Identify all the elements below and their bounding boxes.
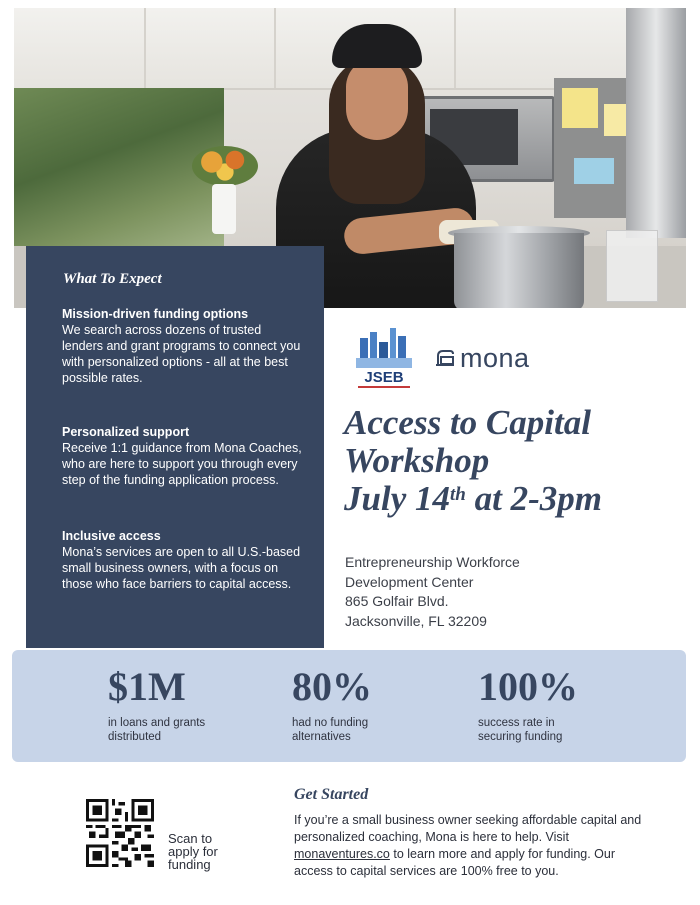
flower-bouquet (192, 146, 258, 186)
stat-success-rate (478, 664, 578, 744)
get-started-text: If you’re a small business owner seeking affordable capital and personalized coaching, Mona is here to help. Visit monaventures.co to learn more and apply for funding. Our access to capital services are 100% free to you. (294, 813, 642, 878)
event-title (344, 404, 684, 518)
mona-logo-icon (434, 348, 456, 368)
stat-caption: success rate in securing funding (478, 717, 563, 743)
qr-code[interactable] (86, 799, 154, 867)
get-started-heading: Get Started (294, 786, 369, 803)
cooking-pot (454, 233, 584, 308)
stat-value: $1M (108, 664, 186, 709)
panel-heading: What To Expect (63, 271, 162, 287)
section-title: Personalized support (62, 425, 190, 439)
address-line: Development Center (345, 573, 474, 590)
section-personalized-support (62, 424, 302, 488)
section-text: We search across dozens of trusted lenders and grant programs to connect you with personalized options - all at the best possible rates. (62, 323, 301, 385)
stat-value: 100% (478, 664, 578, 709)
venue-address (345, 553, 520, 631)
title-line-1: Access to Capital (344, 403, 591, 442)
section-text: Receive 1:1 guidance from Mona Coaches, who are here to support you through every step of the funding application process. (62, 441, 302, 487)
date: July 14 (344, 479, 450, 518)
mona-logo-text: mona (460, 342, 530, 373)
website-link[interactable]: monaventures.co (294, 847, 390, 861)
date-suffix: th (449, 484, 466, 505)
jseb-logo-text: JSEB (364, 369, 404, 386)
qr-label: Scan to apply for funding (168, 831, 218, 872)
stat-loans (108, 664, 205, 744)
section-title: Mission-driven funding options (62, 307, 249, 321)
jseb-logo (352, 324, 416, 392)
section-inclusive-access (62, 528, 302, 592)
what-to-expect-panel (26, 246, 324, 648)
address-line: Jacksonville, FL 32209 (345, 612, 487, 629)
mixer (626, 8, 686, 238)
stat-no-alternatives (292, 664, 372, 744)
address-line: 865 Golfair Blvd. (345, 593, 449, 609)
mona-logo (434, 343, 530, 373)
title-line-2: Workshop (344, 441, 490, 480)
event-date-time (344, 480, 684, 518)
stat-caption: had no funding alternatives (292, 717, 369, 743)
section-text: Mona’s services are open to all U.S.-based small business owners, with a focus on those who face barriers to capital access. (62, 545, 301, 591)
chef-face (346, 58, 408, 140)
stats-band (12, 650, 686, 762)
stat-caption: in loans and grants distributed (108, 717, 206, 743)
section-title: Inclusive access (62, 529, 161, 543)
time: at 2-3pm (465, 479, 602, 518)
kitchen-window (14, 88, 224, 258)
stat-value: 80% (292, 664, 372, 709)
vase (212, 184, 236, 234)
container (606, 230, 658, 302)
section-funding-options (62, 306, 302, 386)
address-line: Entrepreneurship Workforce (345, 554, 520, 570)
